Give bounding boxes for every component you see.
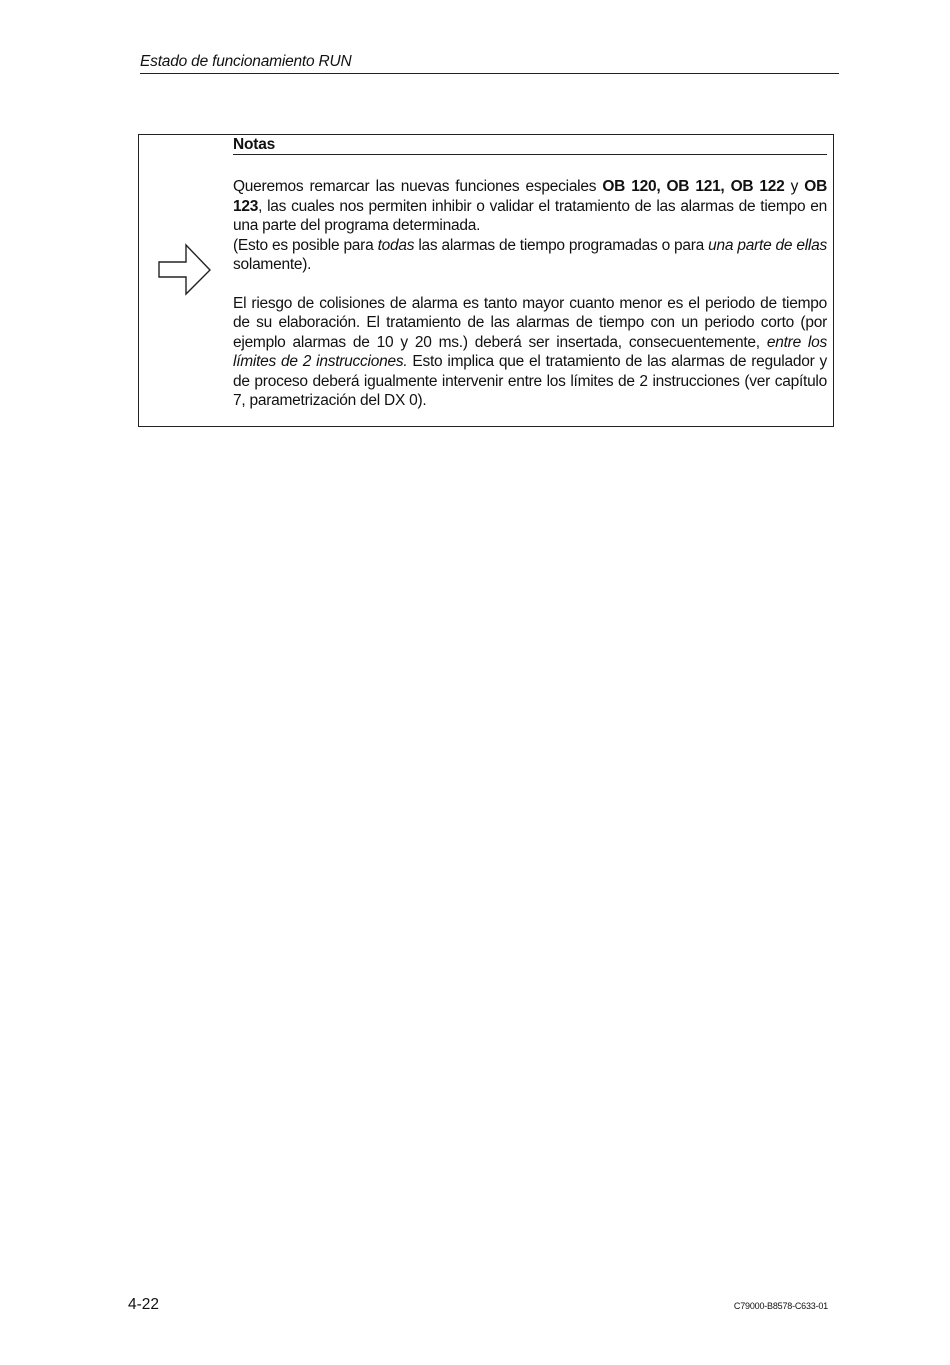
document-code: C79000-B8578-C633-01 [733,1301,828,1311]
note-paragraph-scope [233,236,827,275]
paragraph-text: las alarmas de tiempo programadas o para [414,236,709,254]
paragraph-text: y [784,178,805,195]
running-header [140,52,839,74]
paragraph-text: Queremos remarcar las nuevas funciones especiales [233,178,603,195]
right-arrow-icon [156,242,212,298]
running-header-title: Estado de funcionamiento RUN [140,53,352,70]
emphasis-text: todas [377,236,415,254]
note-heading [233,135,827,155]
emphasis-text: una parte de ellas [708,236,827,254]
function-name-bold: OB 123 [233,178,828,215]
note-content [233,135,827,411]
page-number: 4-22 [128,1296,160,1313]
note-heading-text: Notas [233,136,276,153]
paragraph-text: El riesgo de colisiones de alarma es tanto mayor cuanto menor es el periodo de tiempo de su elaboración. El tratamiento de las alarmas de tiempo con un periodo corto (por ejemplo alarmas de 10 y 20 ms.) deberá ser insertada, consecuentemente, [233,294,827,351]
paragraph-text: , las cuales nos permiten inhibir o validar el tratamiento de las alarmas de tiempo en una parte del programa determinada. [233,197,827,234]
paragraph-text: (Esto es posible para [233,236,378,254]
note-paragraph-collision-risk [233,294,827,411]
paragraph-text: Esto implica que el tratamiento de las alarmas de regulador y de proceso deberá igualmente intervenir entre los límites de 2 instrucciones (ver capítulo 7, parametrización del DX 0). [233,353,827,409]
note-paragraph-special-functions [233,177,827,236]
paragraph-text: solamente). [233,256,312,273]
emphasis-text: entre los límites de 2 instrucciones. [233,333,827,370]
note-box [138,134,834,427]
function-names-bold: OB 120, OB 121, OB 122 [602,178,785,195]
